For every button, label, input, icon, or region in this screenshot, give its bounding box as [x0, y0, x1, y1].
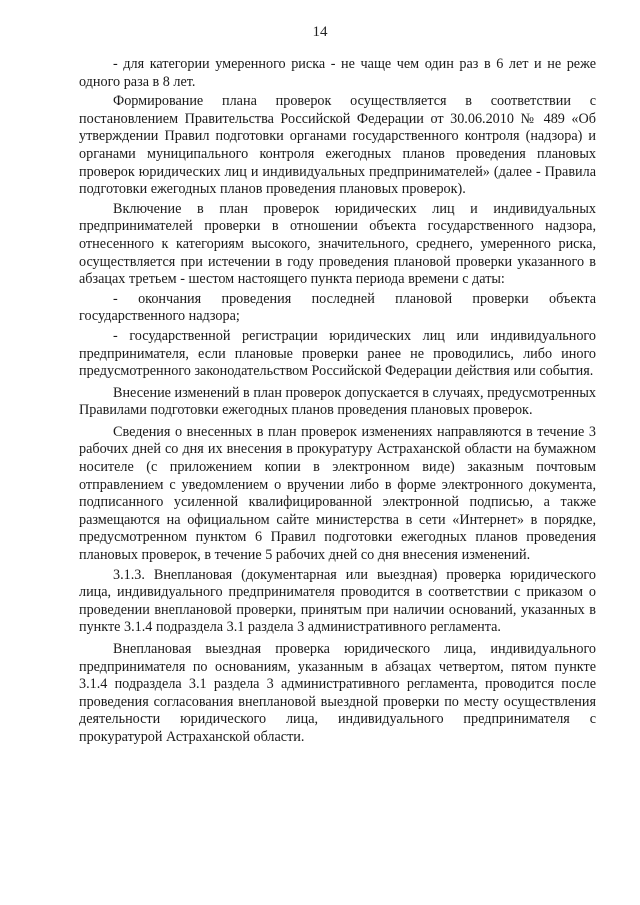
page-number: 14 — [312, 24, 328, 40]
paragraph-unscheduled-inspection: 3.1.3. Внеплановая (документарная или выездная) проверка юридического лица, индивидуального предпринимателя проводится в соответствии с приказом о проведении внеплановой проверки, принятым при наличии оснований, указанных в пункте 3.1.4 подраздела 3.1 раздела 3 административного регламента. — [79, 566, 596, 636]
paragraph-unscheduled-onsite: Внеплановая выездная проверка юридического лица, индивидуального предпринимателя по основаниям, указанным в абзацах четвертом, пятом пункте 3.1.4 подраздела 3.1 раздела 3 административного регламента, проводится после проведения согласования внеплановой выездной проверки по месту осуществления деятельности юридического лица, индивидуального предпринимателя с прокуратурой Астраханской области. — [79, 641, 596, 745]
paragraph-state-registration: - государственной регистрации юридических лиц или индивидуального предпринимателя, если плановые проверки ранее не проводились, либо иного предусмотренного законодательством Российской Федерации действия или события. — [79, 327, 596, 380]
paragraph-plan-formation: Формирование плана проверок осуществляется в соответствии с постановлением Правительства Российской Федерации от 30.06.2010 № 489 «Об утверждении Правил подготовки органами государственного контроля (надзора) и органами муниципального контроля ежегодных планов проведения плановых проверок юридических лиц и индивидуальных предпринимателей» (далее - Правила подготовки ежегодных планов проведения плановых проверок). — [79, 93, 596, 198]
paragraph-plan-changes: Внесение изменений в план проверок допускается в случаях, предусмотренных Правилами подготовки ежегодных планов проведения плановых проверок. — [79, 384, 596, 419]
paragraph-changes-notification: Сведения о внесенных в план проверок изменениях направляются в течение 3 рабочих дней со дня их внесения в прокуратуру Астраханской области на бумажном носителе (с приложением копии в электронном виде) заказным почтовым отправлением с уведомлением о вручении либо в форме электронного документа, подписанного усиленной квалифицированной электронной подписью, а также размещаются на официальном сайте министерства в сети «Интернет» в порядке, предусмотренном пунктом 6 Правил подготовки ежегодных планов проведения плановых проверок, в течение 5 рабочих дней со дня внесения изменений. — [79, 423, 596, 564]
paragraph-risk-frequency: - для категории умеренного риска - не чаще чем один раз в 6 лет и не реже одного раза в 8 лет. — [79, 56, 596, 90]
document-body — [79, 56, 596, 749]
paragraph-plan-inclusion: Включение в план проверок юридических лиц и индивидуальных предпринимателей проверки в отношении объекта государственного надзора, отнесенного к категориям высокого, значительного, среднего, умеренного риска, осуществляется при истечении в году проведения плановой проверки указанного в абзацах третьем - шестом настоящего пункта периода времени с даты: — [79, 200, 596, 288]
paragraph-last-inspection: - окончания проведения последней плановой проверки объекта государственного надзора; — [79, 290, 596, 325]
